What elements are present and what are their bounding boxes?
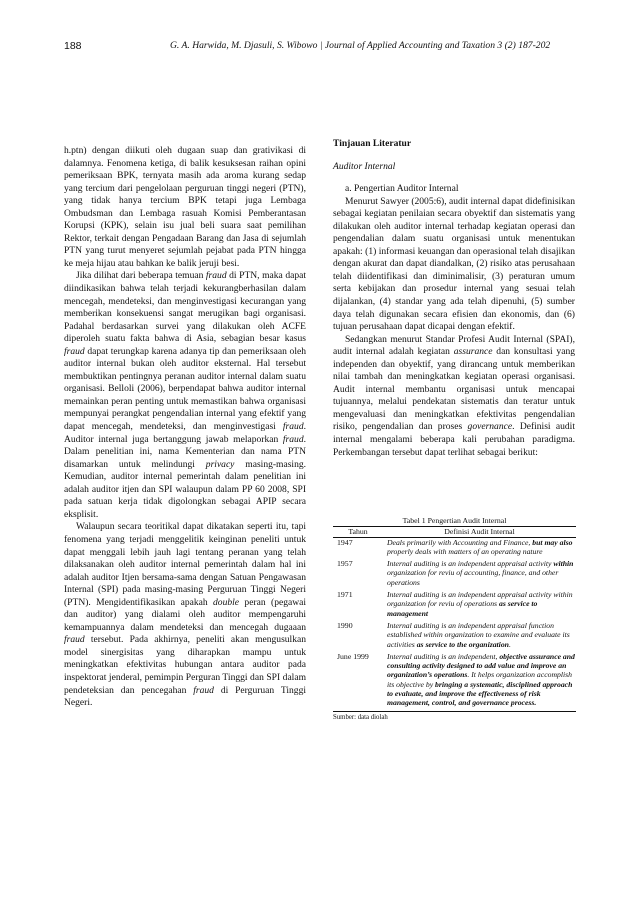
definition-table [333,516,576,722]
right-paragraph-1: Menurut Sawyer (2005:6), audit internal dapat didefinisikan sebagai kegiatan penilaian secara obyektif dan sistematis yang dilakukan oleh auditor internal terhadap kegiatan operasi dan pengendalian dalam suatu organisasi untuk menentukan apakah: (1) informasi keuangan dan operasional telah disajikan dengan akurat dan dapat diandalkan, (2) risiko atas perusahaan telah diidentifikasi dan diminimalisir, (3) peraturan umum serta kebijakan dan prosedur internal yang sesuai telah dijalankan, (4) standar yang ada telah dipenuhi, (5) sumber daya telah digunakan secara efisien dan ekonomis, dan (6) tujuan perusahaan dapat dicapai dengan efektif. [333,195,575,333]
row-definition [383,621,576,652]
term-fraud: fraud [64,634,85,646]
left-column [64,145,306,710]
term-fraud: fraud [193,684,214,696]
bold-text: within [553,559,574,569]
text: di PTN, maka dapat diindikasikan bahwa telah terjadi kekurangberhasilan dalam mencegah, mendeteksi, dan menginvestigasi kecurangan yang memberikan konsekuensi sangat merugikan bagi organisasi. Padahal berdasarkan survei yang dilakukan oleh ACFE diperoleh suatu fakta bahwa di Asia, sebagian besar kasus [64,270,306,345]
text: . [508,639,511,649]
text: peran (pegawai dan auditor) yang dialami oleh auditor mempengaruhi kemampuannya dalam mendeteksi dan mencegah dugaaan [64,596,306,633]
text: . Definisi audit internal mengalami beberapa kali perubahan paradigma. Perkembangan tersebut dapat terlihat sebagai berikut: [333,421,575,458]
text: . It helps organization accomplish its objective by [387,670,572,689]
bold-text: as service to management [387,599,538,618]
text: . Auditor internal juga bertanggung jawab melaporkan [64,421,306,445]
table-caption: Tabel 1 Pengertian Audit Internal [402,516,507,525]
row-year: 1990 [337,620,353,630]
page-number: 188 [64,40,82,52]
list-item-a: a. Pengertian Auditor Internal [345,183,459,195]
table-row [333,652,576,711]
text: . Dalam penelitian ini, nama Kementerian dan nama PTN disamarkan untuk melindungi [64,433,306,470]
text: masing-masing. Kemudian, auditor internal pemerintah dalam penelitian ini adalah auditor itjen dan SPI walaupun dalam PP 60 2008, SPI pada satuan kerja tidak digolongkan sebagai APIP secara eksplisit. [64,458,307,520]
text: organization for reviu of accounting, finance, and other operations [387,568,559,587]
text: Walaupun secara teoritikal dapat dikatakan seperti itu, tapi fenomena yang terjadi menggelitik keinginan peneliti untuk dapat menggali lebih jauh lagi tentang peranan yang telah dilaksanakan oleh auditor internal pemerintah dalam hal ini adalah auditor Itjen bersama-sama dengan Satuan Pengawasan Internal (SPI) pada masing-masing Perguruan Tinggi Negeri (PTN). Mengidentifikasikan apakah [64,521,306,608]
row-definition [383,590,576,621]
row-year: 1947 [337,537,353,547]
term-fraud: fraud [205,270,227,282]
table-row [333,590,576,621]
text: Internal auditing is an independent, [387,651,500,661]
left-paragraph-3 [64,521,306,709]
table-row [333,559,576,590]
text: Sedangkan menurut Standar Profesi Audit Internal (SPAI), audit internal adalah kegiatan [333,333,575,358]
row-year: 1957 [337,559,353,569]
row-year: 1971 [337,590,353,600]
text: di Perguruan Tinggi Negeri. [64,684,306,709]
table [333,526,576,711]
table-row [333,537,576,559]
text: Internal auditing is an independent appraisal activity [387,559,554,569]
text: dapat terungkap karena adanya tip dan pemeriksaan oleh auditor internal bukan oleh auditor eksternal. Hal tersebut membuktikan pentingnya peranan auditor internal dalam suatu organisasi. Belloli (2006), berpendapat bahwa auditor internal memainkan peran penting untuk memastikan bahwa organisasi mempunyai perangkat pengendalian internal yang efektif yang dapat mencegah, mendeteksi, dan menginvestigasi [64,345,306,433]
table-row [333,621,576,652]
right-paragraph-2 [333,334,575,459]
term-privacy: privacy [205,458,235,470]
column-header-definition: Definisi Audit Internal [383,527,576,537]
text: Internal auditing is an independent appraisal function established within organization to examine and evaluate its activities [387,620,570,649]
row-year: June 1999 [333,652,383,711]
row-definition [383,537,576,559]
term-assurance: assurance [453,346,493,358]
bold-text: as service to the organization [416,639,509,649]
text: Jika dilihat dari beberapa temuan [76,270,206,282]
section-heading: Tinjauan Literatur [333,138,412,149]
column-header-year: Tahun [333,527,383,537]
term-fraud: fraud [282,433,304,445]
table-body [333,537,576,711]
term-fraud: fraud [64,345,85,357]
bold-text: objective assurance and consulting activity designed to add value and improve an organization’s operations [387,651,575,680]
text: tersebut. Pada akhirnya, peneliti akan mengusulkan model sinergisitas yang diharapkan mampu untuk meningkatkan efektivitas hubungan antara auditor pada inspektorat jenderal, pemimpin Perguran Tinggi dan SPI dalam pendeteksian dan pencegahan [64,634,306,696]
left-paragraph-2 [64,270,306,521]
text: h.ptn) dengan diikuti oleh dugaan suap dan grativikasi di dalamnya. Fenomena ketiga, di balik kesuksesan raihan opini pemeriksaan BPK, ternyata masih ada aroma kurang sedap yang tercium dari pengelolaan perguruan tinggi negeri (PTN), yang tidak hanya tercium BPK tetapi juga Lembaga Ombudsman dan Lembaga rasuah Komisi Pemberantasan Korupsi (KPK), selain isu jual beli suara saat pemilihan Rektor, terkait dengan Pengadaan Barang dan Jasa di sejumlah PTN yang turut menyeret sejumlah pejabat pada PTN hingga ke meja hijau atau bahkan ke balik jeruji besi. [64,145,306,269]
text: Internal auditing is an independent appraisal activity within organization for reviu of operations [387,590,573,609]
term-fraud: fraud [282,421,304,433]
text: Deals primarily with Accounting and Finance, [387,537,533,547]
left-paragraph-1 [64,145,306,270]
subsection-heading: Auditor Internal [333,160,396,172]
row-definition [383,652,576,711]
row-definition [383,559,576,590]
bold-text: but may also [532,537,573,547]
term-double: double [213,596,240,608]
bold-text: bringing a systematic, disciplined approach to evaluate, and improve the effectiveness of risk management, control, and governance process. [387,679,573,708]
text: dan konsultasi yang independen dan obyektif, yang dirancang untuk memberikan nilai tambah dan meningkatkan kegiatan operasi organisasi. Audit internal membantu organisasi untuk mencapai tujuannya, melalui pendekatan sistematis dan teratur untuk mengevaluasi dan meningkatkan efektivitas pengendalian risiko, pengendalian dan proses [333,346,575,433]
running-head: G. A. Harwida, M. Djasuli, S. Wibowo | Journal of Applied Accounting and Taxation 3 (2) 187-202 [170,40,551,51]
term-governance: governance [467,421,513,433]
right-column [333,138,575,459]
text: properly deals with matters of an operating nature [387,546,543,556]
table-source: Sumber: data diolah [333,713,388,721]
